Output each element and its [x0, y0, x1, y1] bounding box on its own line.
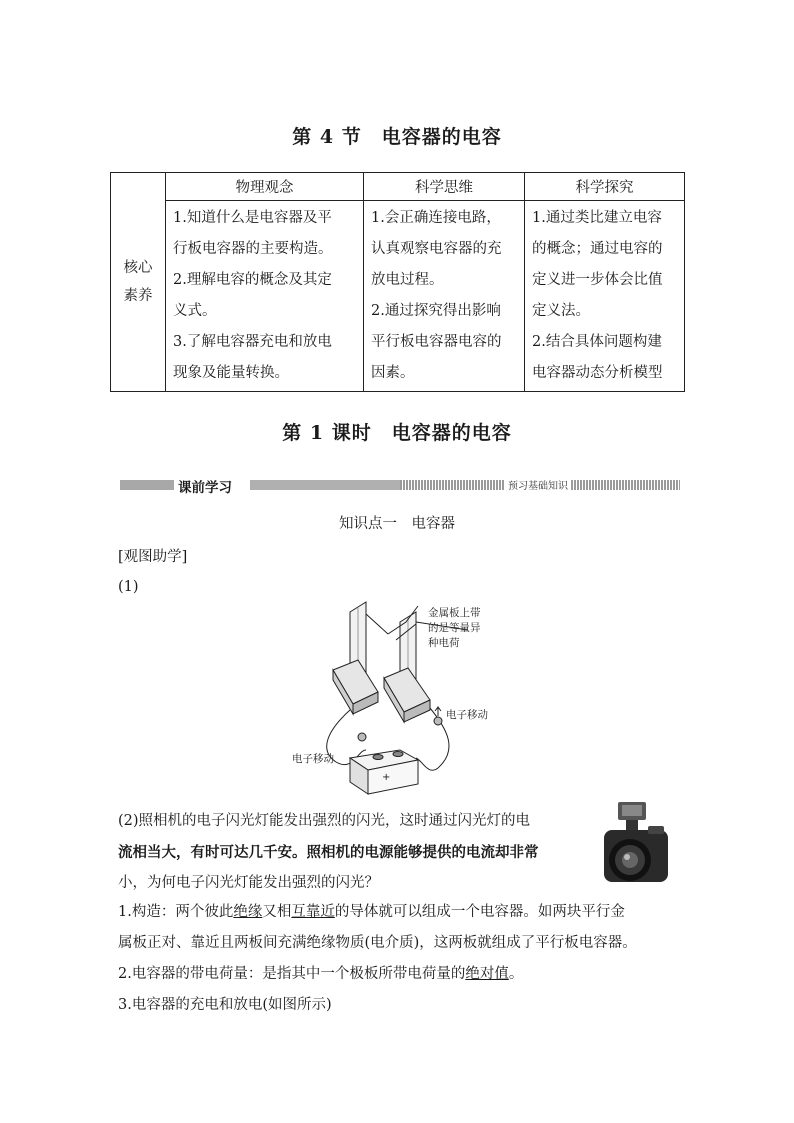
guide-label: [观图助学] [118, 549, 188, 565]
item-construct-line2: 属板正对、靠近且两板间充满绝缘物质(电介质)，这两板就组成了平行板电容器。 [118, 935, 637, 951]
item-charge: 2.电容器的带电荷量：是指其中一个极板所带电荷量的绝对值。 [118, 966, 524, 982]
band-label: 课前学习 [178, 480, 232, 496]
table-cell-physics-concept: 1.知道什么是电容器及平 行板电容器的主要构造。 2.理解电容的概念及其定 义式。 3.了解电容器充电和放电 现象及能量转换。 [166, 201, 364, 392]
figure1-annotation-line1: 金属板上带 [428, 607, 481, 619]
column-header-scientific-thinking: 科学思维 [364, 173, 525, 201]
camera-icon [600, 800, 672, 898]
row-header: 核心 素养 [111, 173, 166, 392]
svg-text:+: + [382, 772, 391, 783]
table-cell-scientific-thinking: 1.会正确连接电路， 认真观察电容器的充 放电过程。 2.通过探究得出影响 平行板电容器电容的 因素。 [364, 201, 525, 392]
capacitor-plates-figure [288, 600, 518, 796]
column-header-physics-concept: 物理观念 [166, 173, 364, 201]
knowledge-point-title: 知识点一 电容器 [339, 516, 455, 532]
figure1-electron-left-label: 电子移动 [292, 753, 334, 765]
item-construct: 1.构造：两个彼此绝缘又相互靠近的导体就可以组成一个电容器。如两块平行金 [118, 904, 625, 920]
item-charging: 3.电容器的充电和放电(如图所示) [118, 997, 332, 1013]
figure1-annotation-line3: 种电荷 [428, 637, 460, 649]
band-bar-solid [250, 480, 400, 490]
item1-label: (1) [118, 579, 139, 595]
lesson-title: 第 1 课时 电容器的电容 [282, 422, 512, 444]
figure1-annotation-line2: 的是等量异 [428, 622, 481, 634]
band-tag: 预习基础知识 [505, 477, 571, 492]
core-literacy-table [110, 172, 685, 392]
figure1-electron-right-label: 电子移动 [446, 709, 488, 721]
table-cell-scientific-inquiry: 1.通过类比建立电容 的概念；通过电容的 定义进一步体会比值 定义法。 2.结合具体问题构建 电容器动态分析模型 [525, 201, 685, 392]
column-header-scientific-inquiry: 科学探究 [525, 173, 685, 201]
band-bar-left [120, 480, 174, 490]
section-title: 第 4 节 电容器的电容 [292, 126, 502, 148]
paragraph-camera-flash: (2)照相机的电子闪光灯能发出强烈的闪光，这时通过闪光灯的电 流相当大，有时可达几千安。照相机的电源能够提供的电流却非常 小，为何电子闪光灯能发出强烈的闪光？ [118, 813, 539, 891]
section-band [120, 477, 680, 496]
